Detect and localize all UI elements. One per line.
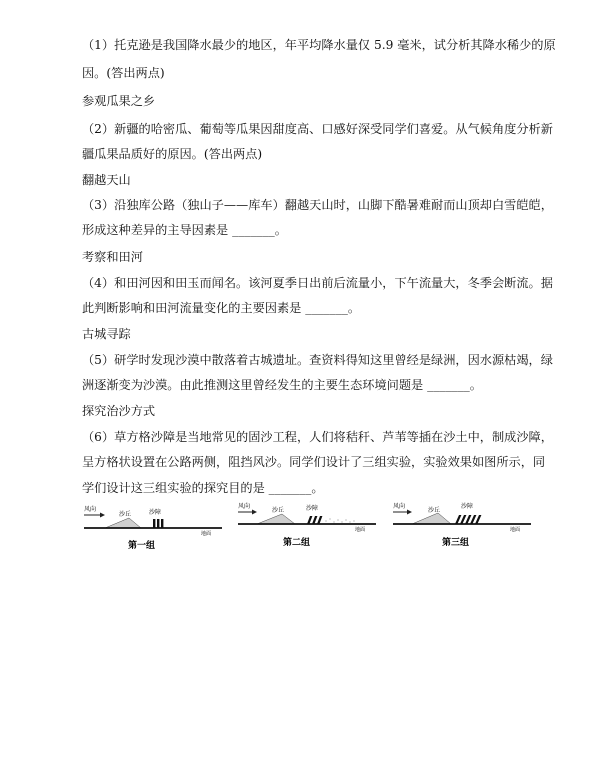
diagram-caption: 第二组 xyxy=(283,538,311,548)
experiment-diagram-3 xyxy=(392,498,542,554)
wind-label: 风向 xyxy=(84,506,97,513)
question-6-line-1: （6）草方格沙障是当地常见的固沙工程，人们将秸秆、芦苇等插在沙土中，制成沙障， xyxy=(82,430,553,444)
ground-label: 地面 xyxy=(510,527,521,533)
wind-label: 风向 xyxy=(238,503,251,510)
sand-barrier-post xyxy=(465,515,471,524)
scattered-sand xyxy=(325,518,354,522)
barrier-label: 沙障 xyxy=(306,505,319,512)
dune-label: 沙丘 xyxy=(272,507,285,514)
sand-barrier-post xyxy=(475,515,481,524)
question-5-line-2: 洲逐渐变为沙漠。由此推测这里曾经发生的主要生态环境问题是 _______。 xyxy=(82,378,482,392)
sand-barrier-post xyxy=(312,516,317,524)
sand-dune-shape xyxy=(412,513,451,524)
wind-arrowhead-icon xyxy=(407,510,412,515)
ground-label: 地面 xyxy=(355,527,366,533)
sand-barrier-post xyxy=(455,515,461,524)
question-2-line-2: 疆瓜果品质好的原因。(答出两点) xyxy=(82,147,263,161)
question-2-line-1: （2）新疆的哈密瓜、葡萄等瓜果因甜度高、口感好深受同学们喜爱。从气候角度分析新 xyxy=(82,122,553,136)
wind-label: 风向 xyxy=(393,503,406,510)
question-4-line-1: （4）和田河因和田玉而闻名。该河夏季日出前后流量小，下午流量大，冬季会断流。据 xyxy=(82,276,553,290)
question-1-line-1: （1）托克逊是我国降水最少的地区，年平均降水量仅 5.9 毫米，试分析其降水稀少的原 xyxy=(82,38,556,52)
section-heading: 参观瓜果之乡 xyxy=(82,94,156,108)
barrier-label: 沙障 xyxy=(461,503,474,510)
question-5-line-1: （5）研学时发现沙漠中散落着古城遗址。查资料得知这里曾经是绿洲，因水源枯竭，绿 xyxy=(82,353,553,367)
sand-barrier-post xyxy=(157,519,159,528)
section-heading: 古城寻踪 xyxy=(82,327,131,341)
question-4-line-2: 此判断影响和田河流量变化的主要因素是 _______。 xyxy=(82,301,361,315)
barrier-label: 沙障 xyxy=(149,509,162,516)
diagram-caption: 第三组 xyxy=(442,538,470,548)
experiment-diagram-2 xyxy=(237,498,387,554)
sand-barrier-post xyxy=(317,516,322,524)
sand-barrier-post xyxy=(161,519,163,528)
ground-label: 地面 xyxy=(201,531,212,537)
section-heading: 翻越天山 xyxy=(82,173,131,187)
sand-barrier-post xyxy=(153,519,155,528)
wind-arrowhead-icon xyxy=(100,513,105,518)
sand-dune-shape xyxy=(105,518,141,528)
section-heading: 考察和田河 xyxy=(82,250,143,264)
question-6-line-2: 呈方格状设置在公路两侧，阻挡风沙。同学们设计了三组实验，实验效果如图所示，同 xyxy=(82,455,546,469)
experiment-diagram-1 xyxy=(83,498,233,554)
sand-dune-shape xyxy=(257,514,295,524)
sand-barrier-post xyxy=(470,515,476,524)
question-1-line-2: 因。(答出两点) xyxy=(82,66,165,80)
dune-label: 沙丘 xyxy=(428,507,441,514)
sand-barrier-post xyxy=(307,516,312,524)
question-3-line-2: 形成这种差异的主导因素是 _______。 xyxy=(82,223,287,237)
question-3-line-1: （3）沿独库公路（独山子——库车）翻越天山时，山脚下酷暑难耐而山顶却白雪皑皑， xyxy=(82,198,553,212)
dune-label: 沙丘 xyxy=(119,511,132,518)
question-6-line-3: 学们设计这三组实验的探究目的是 _______。 xyxy=(82,481,324,495)
wind-arrowhead-icon xyxy=(252,510,257,515)
sand-barrier-post xyxy=(460,515,466,524)
section-heading: 探究治沙方式 xyxy=(82,404,156,418)
diagram-caption: 第一组 xyxy=(128,541,156,551)
